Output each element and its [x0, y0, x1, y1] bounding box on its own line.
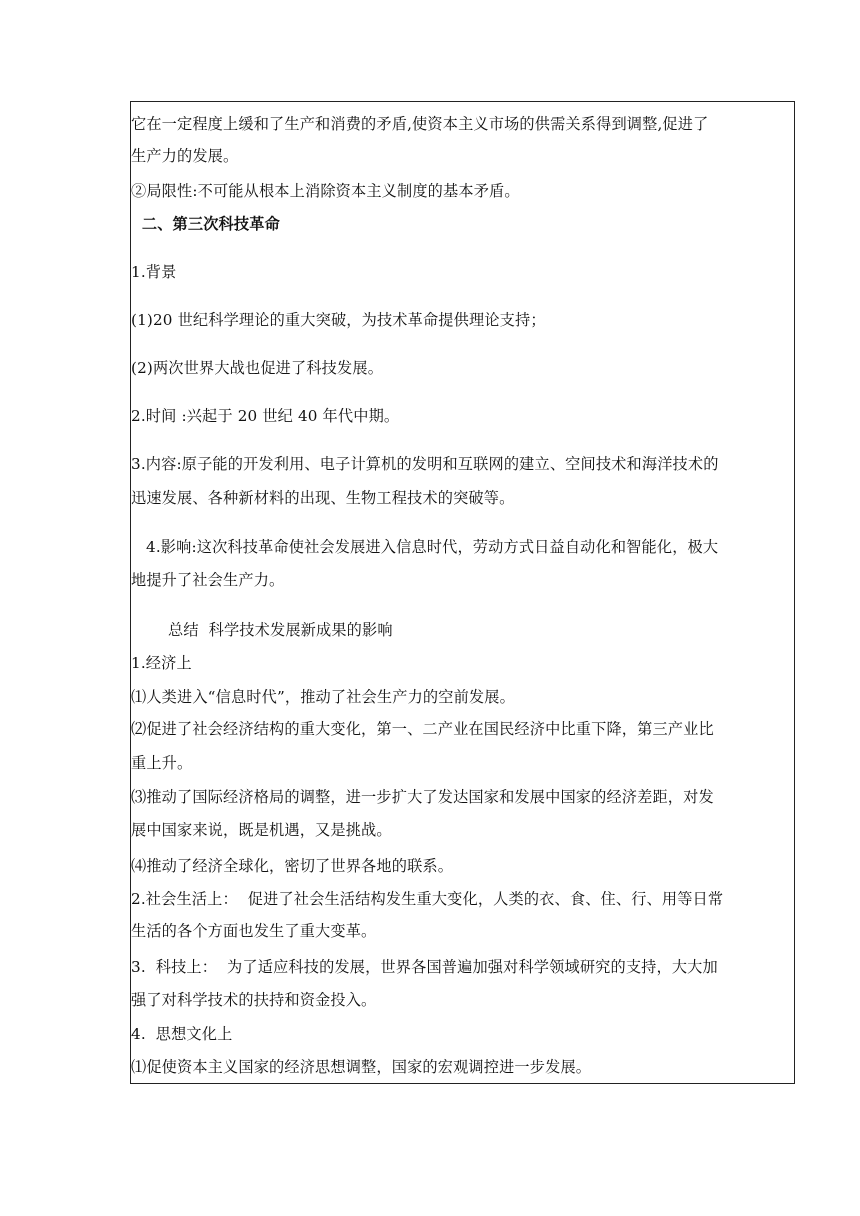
subheading: 1.背景	[131, 263, 177, 281]
text-line: ⑴人类进入“信息时代”，推动了社会生产力的空前发展。	[131, 688, 515, 706]
text-line: 强了对科学技术的扶持和资金投入。	[131, 991, 377, 1009]
text-line: ⑷推动了经济全球化，密切了世界各地的联系。	[131, 857, 454, 875]
text-line: 3. 科技上： 为了适应科技的发展，世界各国普遍加强对科学领域研究的支持，大大加	[131, 958, 718, 976]
subheading: 1.经济上	[131, 654, 192, 672]
text-line: 生活的各个方面也发生了重大变革。	[131, 922, 377, 940]
text-line: 重上升。	[131, 754, 193, 772]
text-line: 展中国家来说，既是机遇，又是挑战。	[131, 821, 392, 839]
text-line: 3.内容:原子能的开发利用、电子计算机的发明和互联网的建立、空间技术和海洋技术的	[131, 455, 719, 473]
text-line: ⑶推动了国际经济格局的调整，进一步扩大了发达国家和发展中国家的经济差距，对发	[131, 788, 714, 806]
text-line: (1)20 世纪科学理论的重大突破，为技术革命提供理论支持；	[131, 311, 546, 329]
text-line: ⑴促使资本主义国家的经济思想调整，国家的宏观调控进一步发展。	[131, 1058, 592, 1076]
text-line: 它在一定程度上缓和了生产和消费的矛盾,使资本主义市场的供需关系得到调整,促进了	[131, 115, 709, 133]
text-line: ②局限性:不可能从根本上消除资本主义制度的基本矛盾。	[131, 182, 520, 200]
text-line: ⑵促进了社会经济结构的重大变化，第一、二产业在国民经济中比重下降，第三产业比	[131, 720, 714, 738]
text-line: 迅速发展、各种新材料的出现、生物工程技术的突破等。	[131, 489, 515, 507]
text-line: 地提升了社会生产力。	[131, 571, 285, 589]
text-line: 生产力的发展。	[131, 147, 239, 165]
section-heading: 二、第三次科技革命	[131, 215, 280, 233]
text-line: 2.时间 :兴起于 20 世纪 40 年代中期。	[131, 407, 400, 425]
text-line: (2)两次世界大战也促进了科技发展。	[131, 359, 384, 377]
summary-heading: 总结 科学技术发展新成果的影响	[168, 621, 393, 639]
text-line: 2.社会生活上： 促进了社会生活结构发生重大变化，人类的衣、食、住、行、用等日常	[131, 890, 724, 908]
text-line: 4.影响:这次科技革命使社会发展进入信息时代，劳动方式日益自动化和智能化，极大	[146, 538, 719, 556]
subheading: 4. 思想文化上	[131, 1025, 233, 1043]
